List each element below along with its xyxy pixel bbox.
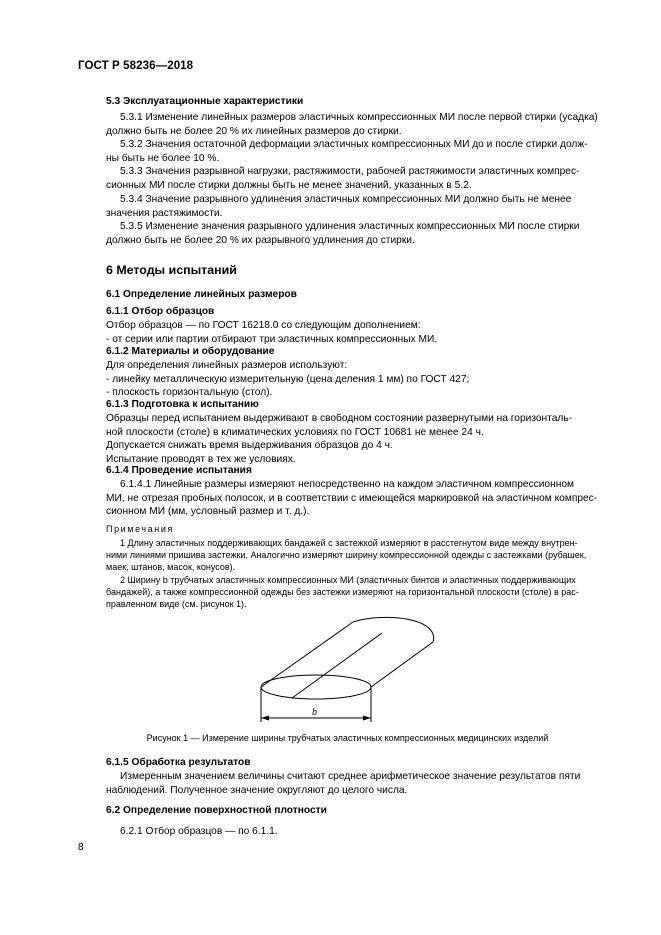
para-line: Испытание проводят в тех же условиях.	[106, 453, 296, 465]
para-line: Для определения линейных размеров используют:	[106, 360, 348, 371]
note-line: правленном виде (см. рисунок 1).	[106, 599, 247, 609]
section-6-1-4-heading: 6.1.4 Проведение испытания	[106, 465, 252, 476]
dimension-arrow-right	[363, 716, 371, 721]
section-6-1-3-heading: 6.1.3 Подготовка к испытанию	[106, 399, 259, 410]
para-line: ны быть не более 10 %.	[106, 152, 220, 164]
para-line: Образцы перед испытанием выдерживают в свободном состоянии развернутыми на горизонталь-	[106, 413, 573, 424]
para-line: сионном МИ (мм, условный размер и т. д.).	[106, 506, 310, 517]
para-line: 6.1.4.1 Линейные размеры измеряют непосредственно на каждом эластичном компрессионном	[120, 479, 575, 490]
para-line: - от серии или партии отбирают три эластичных компрессионных МИ.	[106, 333, 438, 345]
para-5-3-2	[106, 138, 589, 165]
notes-title: Примечания	[106, 524, 174, 534]
para-6-1-4-1	[106, 478, 598, 519]
para-line: значения растяжимости.	[106, 207, 223, 219]
para-5-3-4	[106, 193, 589, 220]
tube-fold-line	[292, 633, 382, 698]
section-6-1-2-heading: 6.1.2 Материалы и оборудование	[106, 346, 275, 357]
para-line: 5.3.5 Изменение значения разрывного удлинения эластичных компрессионных МИ после стирки	[120, 221, 580, 232]
section-6-1-heading: 6.1 Определение линейных размеров	[106, 289, 297, 300]
section-6-2-heading: 6.2 Определение поверхностной плотности	[106, 805, 327, 816]
para-line: - плоскость горизонтальную (стол).	[106, 387, 273, 398]
section-6-1-1-heading: 6.1.1 Отбор образцов	[106, 306, 215, 317]
tube-top-edge	[261, 622, 353, 687]
section-6-1-5-heading: 6.1.5 Обработка результатов	[106, 757, 251, 768]
para-6-2-1: 6.2.1 Отбор образцов — по 6.1.1.	[120, 826, 278, 837]
para-line: 5.3.3 Значения разрывной нагрузки, растяжимости, рабочей растяжимости эластичных компрес-	[120, 166, 580, 177]
para-line: Допускается снижать время выдерживания образцов до 4 ч.	[106, 440, 393, 451]
para-line: должно быть не более 20 % их разрывного удлинения до стирки.	[106, 234, 415, 246]
dimension-label-b: b	[312, 707, 317, 718]
note-1	[106, 537, 589, 573]
note-line: маек, штанов, масок, конусов).	[106, 562, 236, 572]
dimension-arrow-left	[261, 716, 269, 721]
para-5-3-5	[106, 220, 589, 247]
para-line: Измеренным значением величины считают среднее арифметическое значение результатов пяти	[120, 771, 581, 782]
para-line: 5.3.4 Значение разрывного удлинения эластичных компрессионных МИ должно быть не менее	[120, 194, 572, 205]
section-6-heading: 6 Методы испытаний	[106, 263, 237, 277]
para-6-1-1	[106, 319, 589, 346]
para-line: МИ, не отрезая пробных полосок, и в соответствии с имеющейся маркировкой на эластичном компрес-	[106, 492, 598, 504]
note-line: 1 Длину эластичных поддерживающих бандажей с застежкой измеряют в расстегнутом виде между внутрен-	[120, 538, 578, 548]
para-line: должно быть не более 20 % их линейных размеров до стирки.	[106, 125, 402, 137]
para-line: 5.3.1 Изменение линейных размеров эластичных компрессионных МИ после первой стирки (усадка)	[120, 112, 598, 123]
figure-1-tube-width-diagram	[250, 610, 450, 730]
note-line: 2 Ширину b трубчатых эластичных компрессионных МИ (эластичных бинтов и эластичных поддерживающих	[120, 575, 576, 585]
page-number: 8	[78, 842, 84, 853]
para-6-1-3	[106, 412, 589, 439]
figure-1-caption: Рисунок 1 — Измерение ширины трубчатых эластичных компрессионных медицинских изделий	[146, 733, 549, 743]
note-2	[106, 574, 589, 610]
para-6-1-2	[106, 359, 589, 400]
note-line: ними линиями пришива застежки. Аналогично измеряют ширину компрессионной одежды с застежками (рубашек,	[106, 550, 587, 560]
para-6-1-5	[106, 770, 589, 797]
para-line: Отбор образцов — по ГОСТ 16218.0 со следующим дополнением:	[106, 320, 421, 331]
para-5-3-1	[106, 111, 598, 138]
document-header: ГОСТ Р 58236—2018	[78, 60, 194, 72]
para-line: сионных МИ после стирки должны быть не менее значений, указанных в 5.2.	[106, 179, 472, 191]
note-line: бандажей), а также компрессионной одежды без застежки измеряют на горизонтальной плоскости (столе) в рас-	[106, 587, 579, 597]
tube-far-end-arc	[353, 617, 434, 642]
para-line: ной плоскости (столе) в климатических условиях по ГОСТ 10681 не менее 24 ч.	[106, 426, 484, 438]
para-6-1-3-p2	[106, 439, 589, 466]
tube-end-ellipse	[261, 675, 371, 699]
para-line: наблюдений. Полученное значение округляют до целого числа.	[106, 784, 408, 796]
para-5-3-3	[106, 165, 589, 192]
para-line: - линейку металлическую измерительную (цена деления 1 мм) по ГОСТ 427;	[106, 373, 470, 385]
para-line: 5.3.2 Значения остаточной деформации эластичных компрессионных МИ до и после стирки долж-	[120, 139, 588, 150]
section-5-3-heading: 5.3 Эксплуатационные характеристики	[106, 96, 304, 107]
tube-bottom-edge	[371, 642, 433, 687]
